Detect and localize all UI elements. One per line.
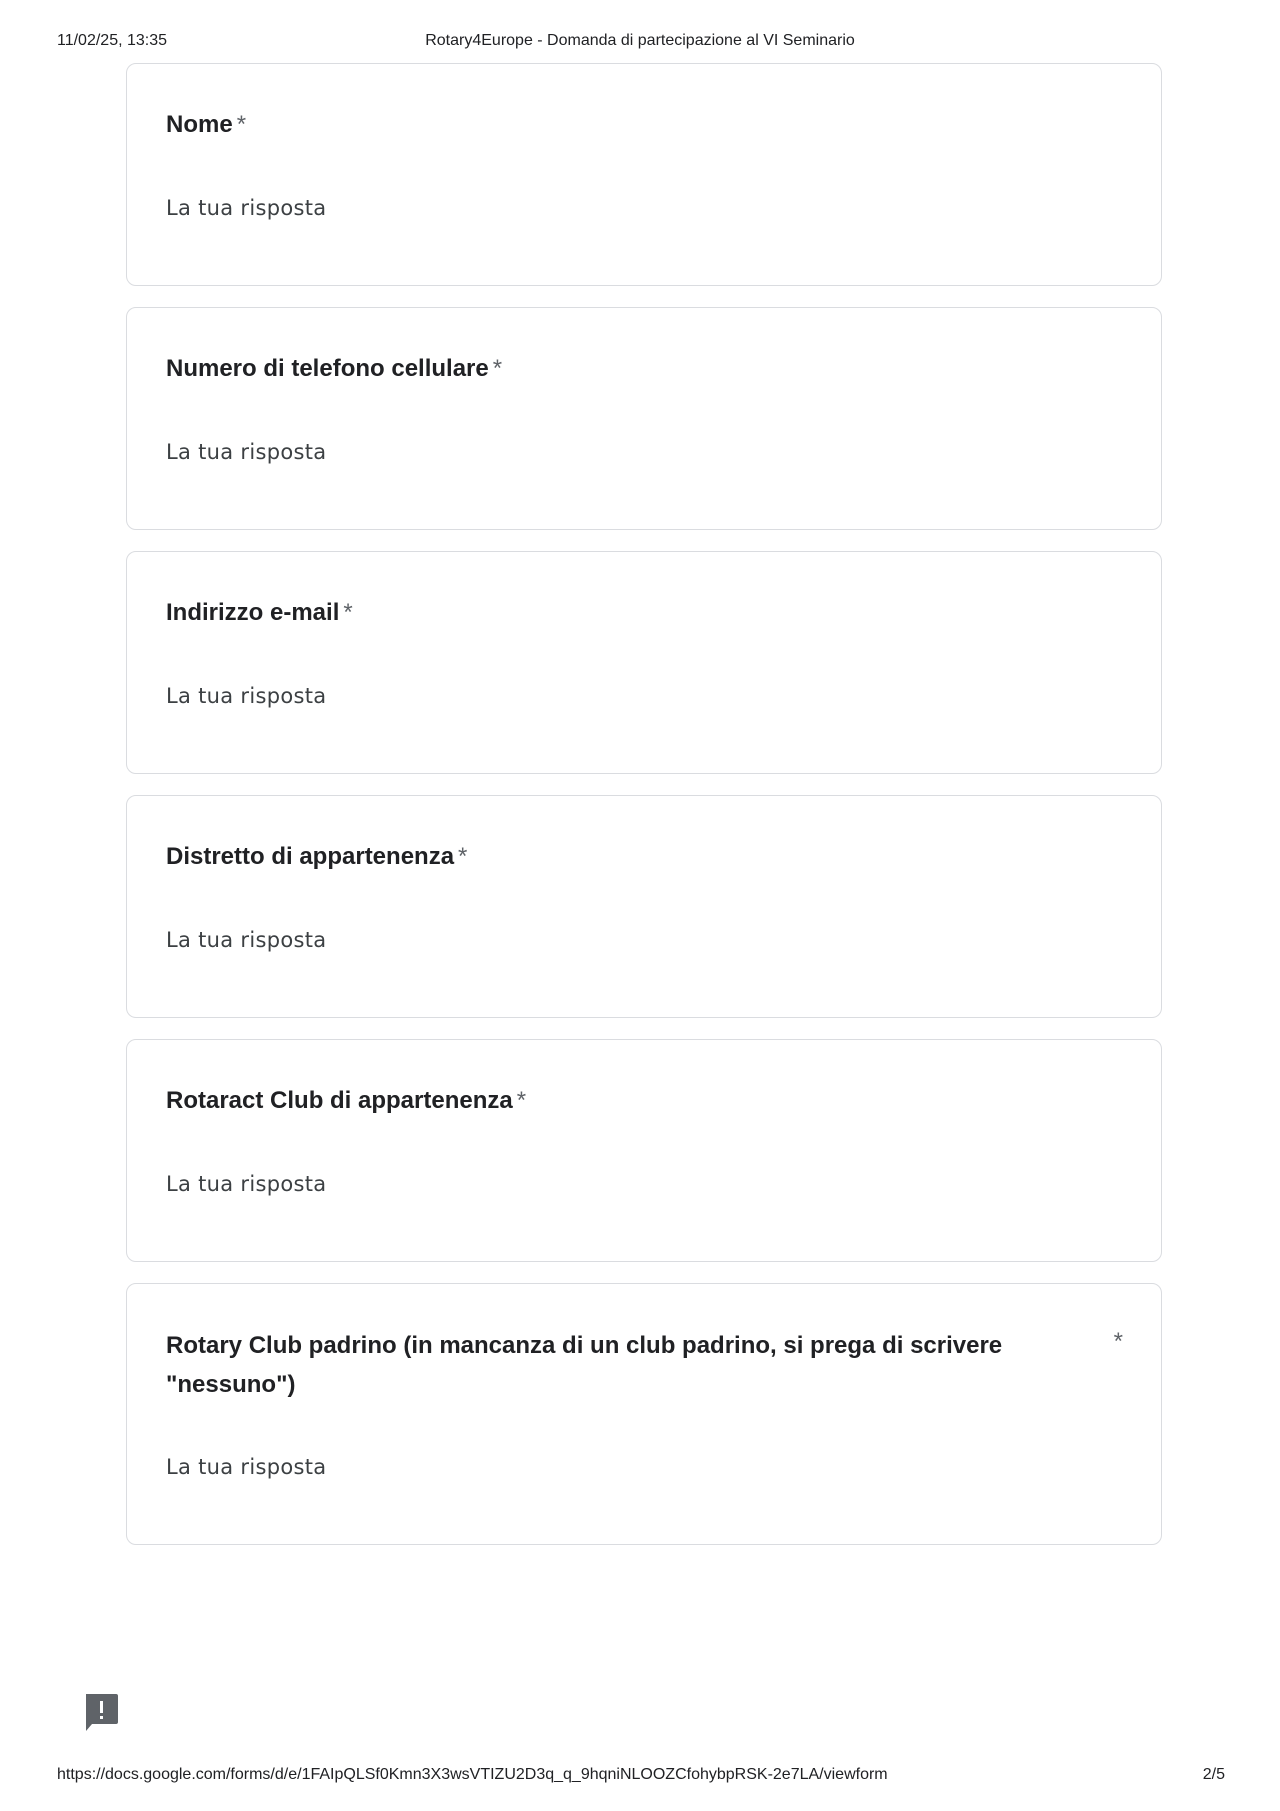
question-card-rotaract-club	[126, 1039, 1162, 1262]
question-title: Nome	[166, 111, 233, 138]
required-asterisk: *	[1113, 1328, 1123, 1355]
question-card-rotary-club-padrino	[126, 1283, 1162, 1545]
question-label	[166, 1082, 526, 1120]
document-title: Rotary4Europe - Domanda di partecipazione al VI Seminario	[425, 32, 855, 49]
answer-input[interactable]: La tua risposta	[166, 1172, 327, 1196]
answer-input[interactable]: La tua risposta	[166, 928, 327, 952]
question-title: Indirizzo e-mail	[166, 599, 340, 626]
question-label	[166, 594, 353, 632]
print-footer	[57, 1766, 1225, 1786]
answer-input[interactable]: La tua risposta	[166, 196, 327, 220]
required-asterisk: *	[236, 111, 247, 138]
question-title: Rotary Club padrino (in mancanza di un club padrino, si prega di scrivere "nessuno")	[166, 1332, 1003, 1398]
page-number: 2/5	[1202, 1766, 1225, 1783]
question-title: Rotaract Club di appartenenza	[166, 1087, 513, 1114]
report-problem-icon-graphic	[83, 1693, 119, 1733]
report-problem-icon[interactable]	[83, 1693, 119, 1733]
question-card-telefono	[126, 307, 1162, 530]
page-url: https://docs.google.com/forms/d/e/1FAIpQLSf0Kmn3X3wsVTIZU2D3q_q_9hqniNLOOZCfohybpRSK-2e7LA/viewform	[57, 1766, 888, 1783]
required-asterisk: *	[516, 1087, 527, 1114]
print-header	[57, 32, 1223, 52]
question-card-nome	[126, 63, 1162, 286]
required-asterisk: *	[458, 843, 468, 870]
required-asterisk: *	[343, 599, 353, 626]
question-label	[166, 106, 246, 144]
answer-input[interactable]: La tua risposta	[166, 684, 327, 708]
question-card-email	[126, 551, 1162, 774]
required-asterisk: *	[492, 355, 503, 382]
print-datetime: 11/02/25, 13:35	[57, 32, 168, 49]
question-label	[166, 838, 467, 876]
answer-input[interactable]: La tua risposta	[166, 1455, 327, 1479]
question-title: Numero di telefono cellulare	[166, 355, 489, 382]
question-title: Distretto di appartenenza	[166, 843, 455, 870]
question-label	[166, 350, 502, 388]
answer-input[interactable]: La tua risposta	[166, 440, 327, 464]
question-card-distretto	[126, 795, 1162, 1018]
